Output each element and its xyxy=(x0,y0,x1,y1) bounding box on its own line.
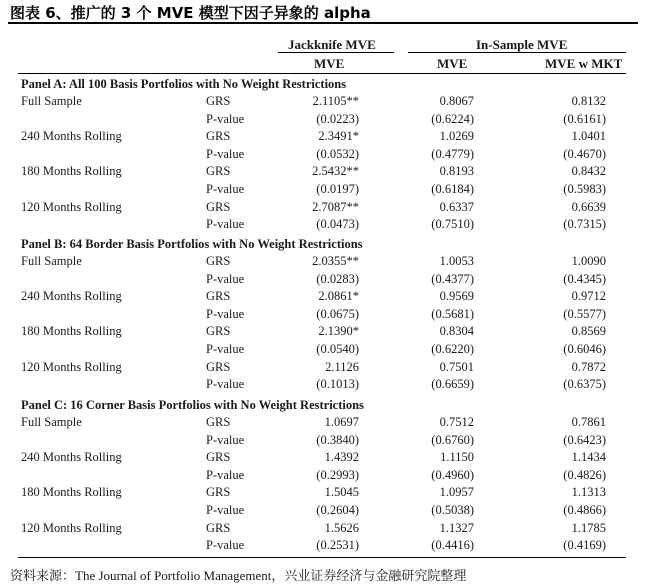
source-journal: The Journal of Portfolio Management xyxy=(75,568,272,583)
cell-insample-mve: 1.0053 xyxy=(439,254,474,268)
cell-insample-mve-w-mkt: 0.8432 xyxy=(571,164,606,179)
cell-insample-mve: (0.6184) xyxy=(431,182,474,196)
cell-insample-mve-w-mkt: 0.7861 xyxy=(571,415,606,429)
header-col-mve-jackknife: MVE xyxy=(314,56,345,71)
header-col-mve-w-mkt: MVE w MKT xyxy=(545,56,623,71)
cell-insample-mve: (0.4377) xyxy=(431,271,474,286)
cell-insample-mve-w-mkt: 1.0401 xyxy=(571,129,606,144)
row-stat: GRS xyxy=(206,450,231,465)
row-label: Full Sample xyxy=(21,415,82,429)
cell-jackknife-mve: (0.0473) xyxy=(316,217,359,232)
cell-insample-mve: (0.6220) xyxy=(431,342,474,356)
row-stat: P-value xyxy=(206,432,245,447)
table-row xyxy=(0,164,646,182)
cell-insample-mve: 0.7501 xyxy=(439,359,474,374)
header-group-jackknife: Jackknife MVE xyxy=(288,37,376,52)
row-stat: GRS xyxy=(206,254,231,268)
cell-jackknife-mve: 2.3491* xyxy=(318,129,359,144)
table-row xyxy=(0,342,646,360)
cell-jackknife-mve: 2.1126 xyxy=(325,359,359,374)
cell-jackknife-mve: (0.0540) xyxy=(316,342,359,356)
panel-title: Panel C: 16 Corner Basis Portfolios with No Weight Restrictions xyxy=(21,398,364,412)
cell-insample-mve-w-mkt: (0.5577) xyxy=(563,306,606,321)
row-label: 120 Months Rolling xyxy=(21,520,122,535)
cell-insample-mve: 0.9569 xyxy=(439,289,474,304)
table-row xyxy=(0,112,646,130)
table-row xyxy=(0,129,646,147)
cell-jackknife-mve: 2.1105** xyxy=(312,94,359,108)
cell-insample-mve: 1.1327 xyxy=(439,520,474,535)
table-row xyxy=(0,521,646,539)
cell-insample-mve-w-mkt: (0.4345) xyxy=(563,271,606,286)
row-label: 240 Months Rolling xyxy=(21,289,122,304)
table-row xyxy=(0,324,646,342)
cell-insample-mve-w-mkt: 1.1434 xyxy=(571,450,606,465)
source-prefix: 资料来源： xyxy=(10,569,76,584)
panel-title: Panel A: All 100 Basis Portfolios with No Weight Restrictions xyxy=(21,77,347,91)
cell-insample-mve: (0.6760) xyxy=(431,432,474,447)
cell-insample-mve: (0.6659) xyxy=(431,377,474,392)
header-group-insample: In-Sample MVE xyxy=(476,37,568,52)
table-row xyxy=(0,433,646,451)
cell-insample-mve-w-mkt: (0.7315) xyxy=(563,217,606,232)
cell-jackknife-mve: (0.0283) xyxy=(316,271,359,286)
cell-insample-mve-w-mkt: (0.4169) xyxy=(563,538,606,553)
row-stat: GRS xyxy=(206,485,231,500)
table-row xyxy=(0,94,646,112)
table-row xyxy=(0,360,646,378)
row-label: 240 Months Rolling xyxy=(21,129,122,144)
table-row xyxy=(0,217,646,235)
cell-insample-mve-w-mkt: 0.7872 xyxy=(571,359,606,374)
figure-title: 图表 6、推广的 3 个 MVE 模型下因子异象的 alpha xyxy=(10,4,371,22)
row-label: Full Sample xyxy=(21,254,82,268)
cell-jackknife-mve: (0.2531) xyxy=(316,538,359,553)
cell-jackknife-mve: 1.0697 xyxy=(324,415,359,429)
cell-jackknife-mve: (0.0675) xyxy=(316,306,359,321)
cell-jackknife-mve: (0.0197) xyxy=(316,182,359,196)
cell-insample-mve-w-mkt: 0.8132 xyxy=(571,94,606,108)
row-stat: P-value xyxy=(206,146,245,161)
cell-insample-mve: (0.5681) xyxy=(431,306,474,321)
source-note xyxy=(10,565,466,584)
cell-insample-mve: 0.6337 xyxy=(439,199,474,214)
table-row xyxy=(0,503,646,521)
cell-jackknife-mve: (0.0223) xyxy=(316,111,359,126)
cell-insample-mve: 1.0957 xyxy=(439,485,474,500)
table-row xyxy=(0,538,646,556)
cell-jackknife-mve: (0.3840) xyxy=(316,432,359,447)
cell-insample-mve: 1.1150 xyxy=(440,450,474,465)
row-stat: P-value xyxy=(206,217,245,232)
table-row xyxy=(0,147,646,165)
row-label: Full Sample xyxy=(21,94,82,108)
panel-title: Panel B: 64 Border Basis Portfolios with No Weight Restrictions xyxy=(21,237,363,251)
table-row xyxy=(0,377,646,395)
row-stat: P-value xyxy=(206,377,245,392)
header-rule xyxy=(18,73,626,74)
cell-insample-mve-w-mkt: 1.0090 xyxy=(571,254,606,268)
cell-jackknife-mve: 2.0861* xyxy=(318,289,359,304)
cell-insample-mve: 1.0269 xyxy=(439,129,474,144)
cell-jackknife-mve: (0.2993) xyxy=(316,467,359,482)
cell-jackknife-mve: (0.2604) xyxy=(316,503,359,517)
row-stat: GRS xyxy=(206,199,231,214)
cell-insample-mve-w-mkt: (0.6423) xyxy=(563,432,606,447)
table-row xyxy=(0,415,646,433)
row-stat: GRS xyxy=(206,129,231,144)
cell-jackknife-mve: 2.0355** xyxy=(312,254,359,268)
header-group-underline-1 xyxy=(278,52,394,53)
row-stat: P-value xyxy=(206,111,245,126)
cell-insample-mve: 0.7512 xyxy=(439,415,474,429)
cell-jackknife-mve: 1.4392 xyxy=(324,450,359,465)
header-col-mve-insample: MVE xyxy=(437,56,468,71)
cell-insample-mve-w-mkt: 1.1313 xyxy=(571,485,606,500)
table-row xyxy=(0,272,646,290)
row-label: 120 Months Rolling xyxy=(21,199,122,214)
table-row xyxy=(0,468,646,486)
cell-insample-mve-w-mkt: (0.4670) xyxy=(563,146,606,161)
table-row xyxy=(0,307,646,325)
row-stat: GRS xyxy=(206,415,231,429)
cell-jackknife-mve: (0.0532) xyxy=(316,146,359,161)
cell-insample-mve: 0.8193 xyxy=(439,164,474,179)
row-stat: P-value xyxy=(206,271,245,286)
title-rule xyxy=(8,22,638,24)
row-stat: P-value xyxy=(206,538,245,553)
cell-insample-mve: (0.4416) xyxy=(431,538,474,553)
bottom-rule xyxy=(18,557,626,558)
cell-insample-mve-w-mkt: (0.6375) xyxy=(563,377,606,392)
row-stat: GRS xyxy=(206,520,231,535)
cell-insample-mve: (0.5038) xyxy=(431,503,474,517)
cell-insample-mve: (0.7510) xyxy=(431,217,474,232)
cell-insample-mve-w-mkt: 0.6639 xyxy=(571,199,606,214)
cell-jackknife-mve: 1.5045 xyxy=(324,485,359,500)
row-label: 180 Months Rolling xyxy=(21,485,122,500)
source-suffix: ，兴业证券经济与金融研究院整理 xyxy=(271,569,467,584)
cell-insample-mve: (0.4779) xyxy=(431,146,474,161)
row-stat: GRS xyxy=(206,164,231,179)
row-label: 120 Months Rolling xyxy=(21,359,122,374)
row-label: 240 Months Rolling xyxy=(21,450,122,465)
row-stat: GRS xyxy=(206,94,231,108)
cell-jackknife-mve: 2.1390* xyxy=(318,324,359,339)
cell-insample-mve-w-mkt: (0.4866) xyxy=(563,503,606,517)
row-stat: P-value xyxy=(206,306,245,321)
cell-insample-mve-w-mkt: (0.4826) xyxy=(563,467,606,482)
row-stat: GRS xyxy=(206,289,231,304)
row-label: 180 Months Rolling xyxy=(21,164,122,179)
cell-insample-mve-w-mkt: (0.5983) xyxy=(563,182,606,196)
table-row xyxy=(0,289,646,307)
row-label: 180 Months Rolling xyxy=(21,324,122,339)
row-stat: P-value xyxy=(206,182,245,196)
cell-insample-mve: 0.8304 xyxy=(439,324,474,339)
row-stat: GRS xyxy=(206,359,231,374)
header-group-underline-2 xyxy=(408,52,626,53)
table-row xyxy=(0,485,646,503)
cell-insample-mve-w-mkt: 0.8569 xyxy=(571,324,606,339)
row-stat: P-value xyxy=(206,503,245,517)
cell-insample-mve: (0.4960) xyxy=(431,467,474,482)
cell-jackknife-mve: 2.7087** xyxy=(312,199,359,214)
table-row xyxy=(0,182,646,200)
table-row xyxy=(0,200,646,218)
cell-insample-mve-w-mkt: 0.9712 xyxy=(571,289,606,304)
row-stat: P-value xyxy=(206,467,245,482)
cell-insample-mve-w-mkt: (0.6046) xyxy=(563,342,606,356)
row-stat: GRS xyxy=(206,324,231,339)
cell-jackknife-mve: 1.5626 xyxy=(324,520,359,535)
cell-insample-mve-w-mkt: 1.1785 xyxy=(571,520,606,535)
cell-insample-mve: 0.8067 xyxy=(439,94,474,108)
cell-jackknife-mve: 2.5432** xyxy=(312,164,359,179)
cell-insample-mve: (0.6224) xyxy=(431,111,474,126)
cell-insample-mve-w-mkt: (0.6161) xyxy=(563,111,606,126)
cell-jackknife-mve: (0.1013) xyxy=(316,377,359,392)
table-row xyxy=(0,450,646,468)
table-row xyxy=(0,254,646,272)
row-stat: P-value xyxy=(206,342,245,356)
